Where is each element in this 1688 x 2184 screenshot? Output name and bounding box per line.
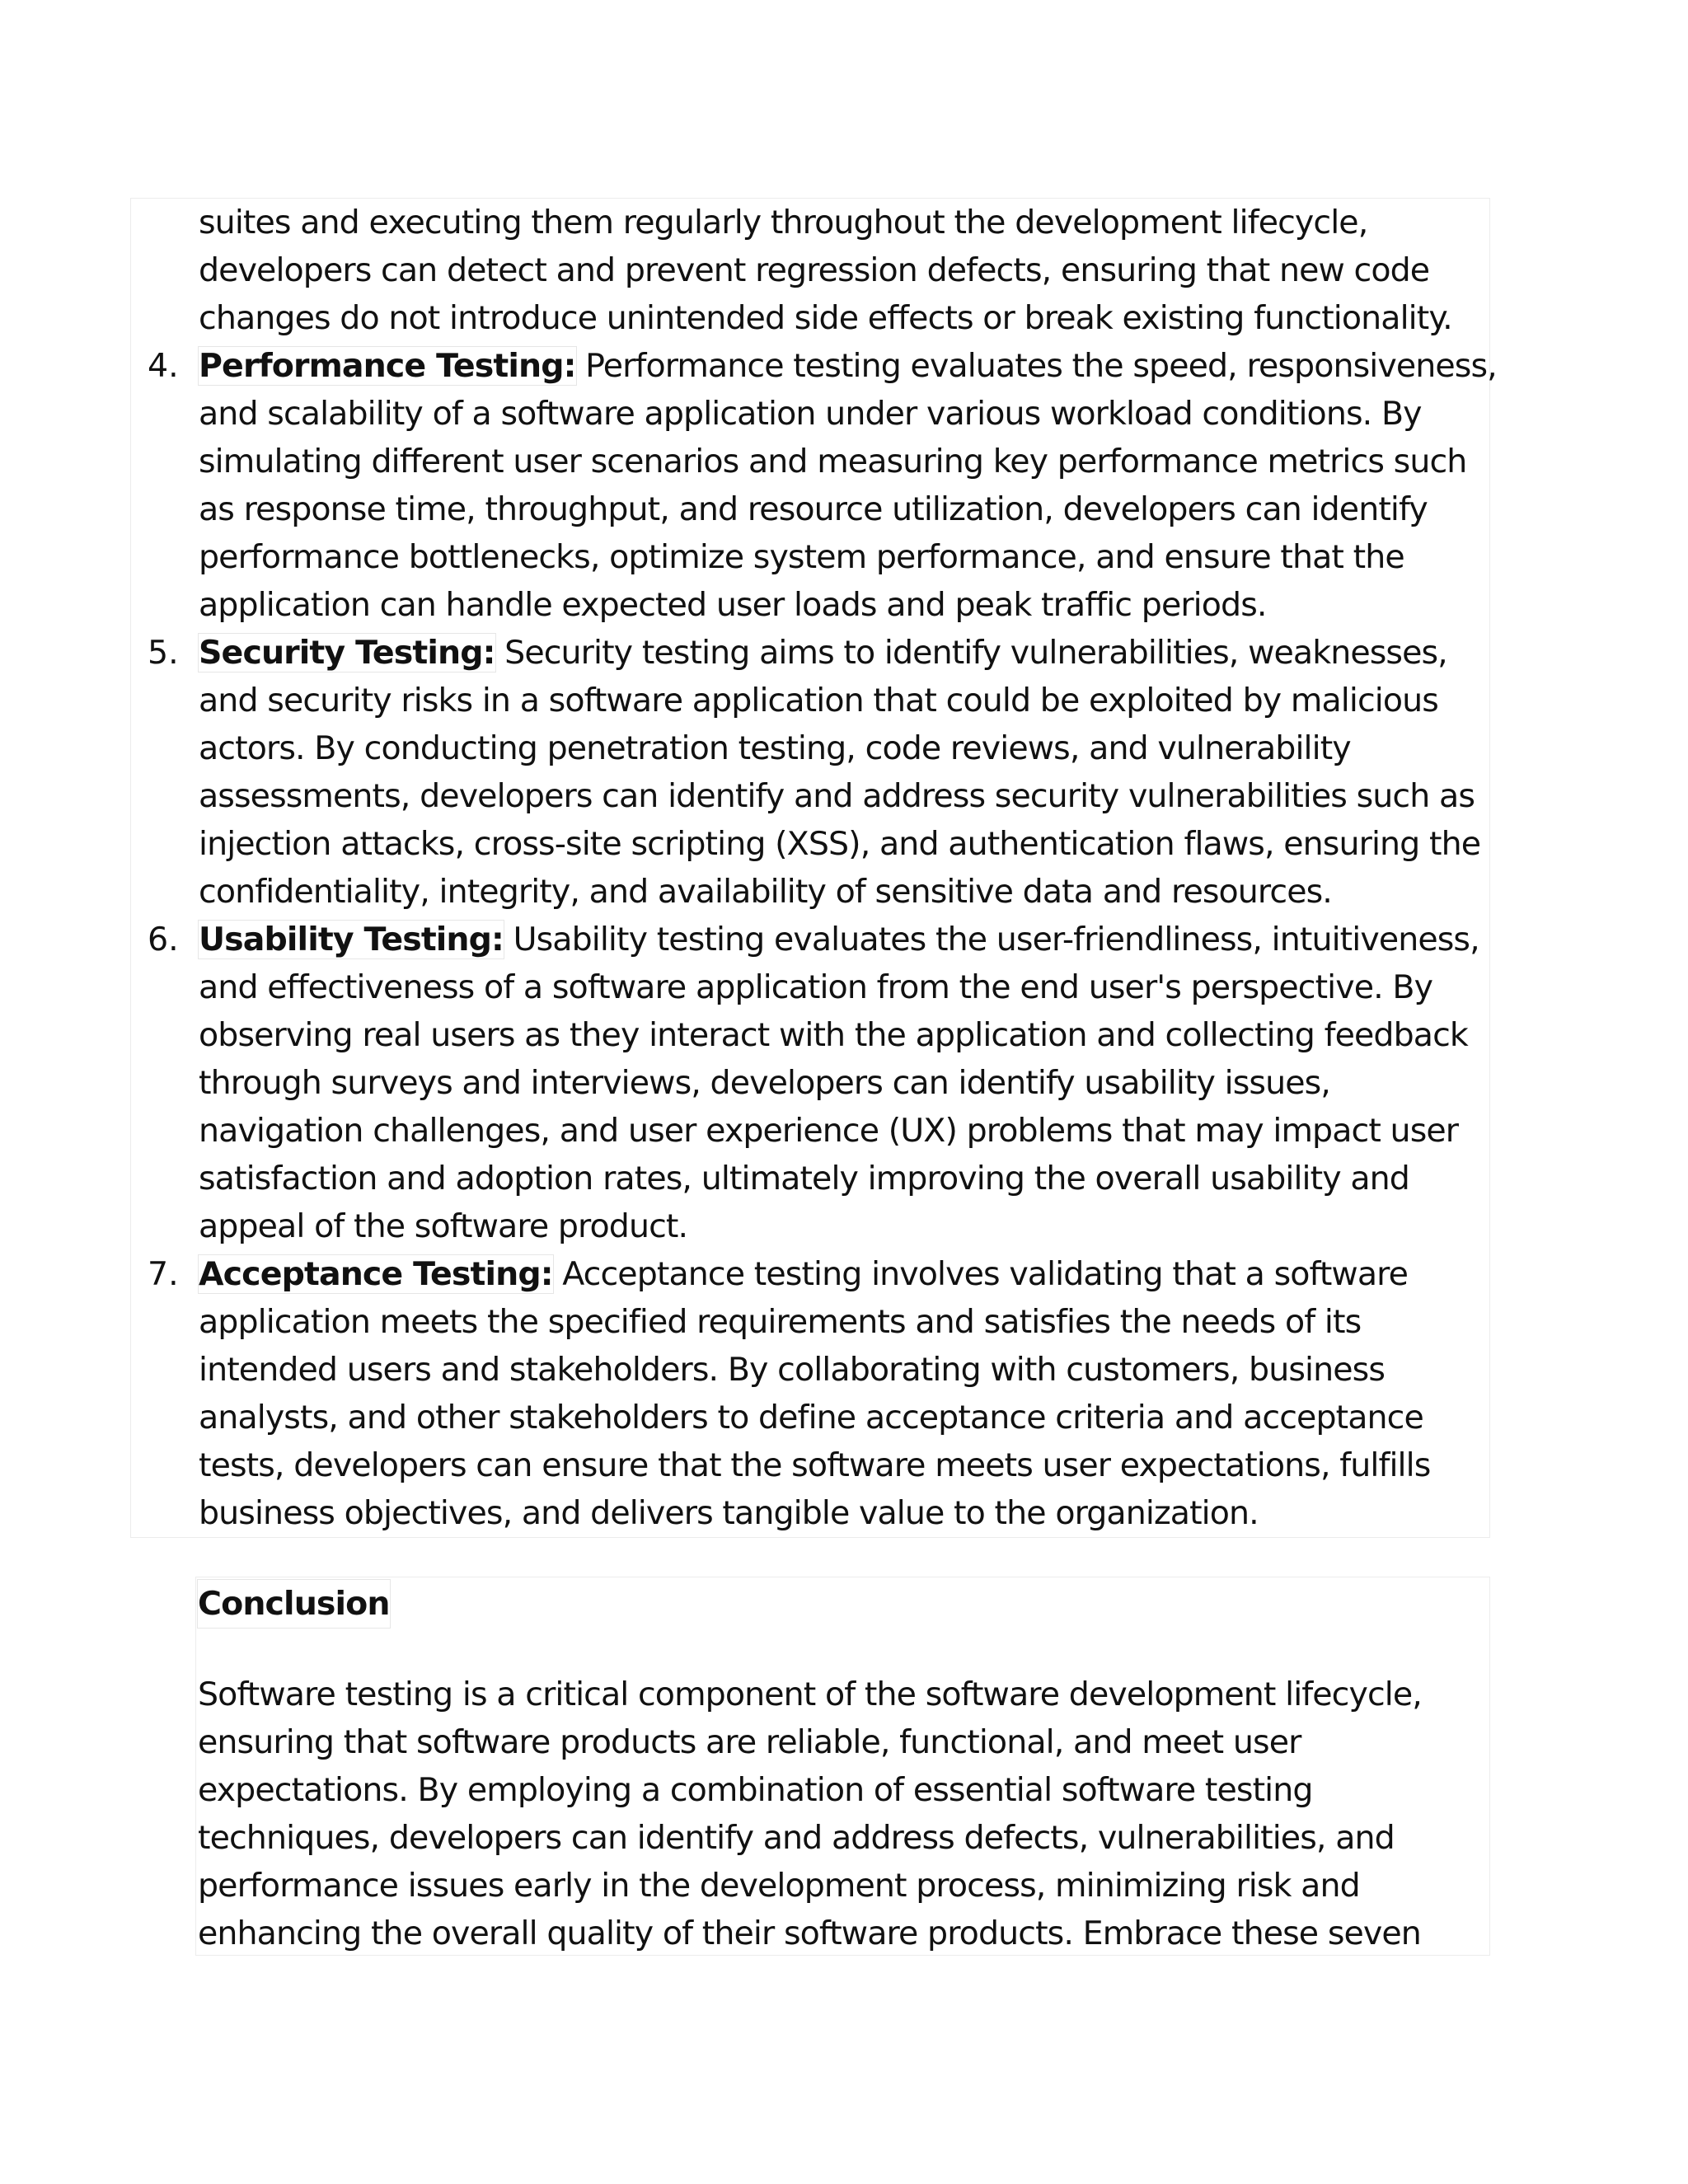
list-item-text: Acceptance testing involves validating that a software xyxy=(552,1255,1409,1293)
list-item-line: injection attacks, cross-site scripting (XSS), and authentication flaws, ensuring the xyxy=(199,825,1481,863)
list-item-first-line xyxy=(199,916,1479,963)
conclusion-line: techniques, developers can identify and address defects, vulnerabilities, and xyxy=(198,1819,1395,1857)
list-item-term: Acceptance Testing: xyxy=(199,1255,553,1293)
list-item-line: appeal of the software product. xyxy=(199,1207,688,1245)
list-item-line: navigation challenges, and user experience (UX) problems that may impact user xyxy=(199,1112,1459,1150)
list-item-line: performance bottlenecks, optimize system performance, and ensure that the xyxy=(199,538,1404,576)
conclusion-heading: Conclusion xyxy=(198,1580,390,1628)
list-item-line: through surveys and interviews, developers can identify usability issues, xyxy=(199,1064,1330,1102)
list-item-number: 6. xyxy=(148,921,179,958)
list-item-text: Usability testing evaluates the user-friendliness, intuitiveness, xyxy=(503,921,1479,958)
testing-techniques-list xyxy=(130,198,1497,1538)
list-item-line: business objectives, and delivers tangible value to the organization. xyxy=(199,1494,1259,1532)
list-item-line: application can handle expected user loads and peak traffic periods. xyxy=(199,586,1267,624)
list-item-line: and scalability of a software application under various workload conditions. By xyxy=(199,395,1422,433)
conclusion-line: enhancing the overall quality of their software products. Embrace these seven xyxy=(198,1915,1421,1952)
list-item-term: Usability Testing: xyxy=(199,921,504,958)
list-item-first-line xyxy=(199,342,1497,390)
list-continuation-line: changes do not introduce unintended side effects or break existing functionality. xyxy=(199,299,1452,337)
list-item-line: confidentiality, integrity, and availability of sensitive data and resources. xyxy=(199,873,1332,911)
list-item-first-line xyxy=(199,1250,1408,1298)
conclusion-line: expectations. By employing a combination of essential software testing xyxy=(198,1771,1313,1809)
list-continuation-line: developers can detect and prevent regression defects, ensuring that new code xyxy=(199,251,1430,289)
conclusion-line: performance issues early in the development process, minimizing risk and xyxy=(198,1867,1360,1905)
list-item-line: satisfaction and adoption rates, ultimately improving the overall usability and xyxy=(199,1160,1409,1197)
list-item-text: Security testing aims to identify vulnerabilities, weaknesses, xyxy=(495,634,1447,672)
list-item-number: 5. xyxy=(148,634,179,672)
list-item-line: observing real users as they interact with the application and collecting feedback xyxy=(199,1016,1468,1054)
list-item-term: Performance Testing: xyxy=(199,347,576,385)
list-item-line: and security risks in a software application that could be exploited by malicious xyxy=(199,682,1438,719)
list-item-line: actors. By conducting penetration testing, code reviews, and vulnerability xyxy=(199,729,1351,767)
list-item-line: and effectiveness of a software application from the end user's perspective. By xyxy=(199,968,1433,1006)
list-item-line: simulating different user scenarios and measuring key performance metrics such xyxy=(199,443,1467,480)
list-item-first-line xyxy=(199,629,1447,677)
list-item-number: 4. xyxy=(148,347,179,385)
conclusion-line: Software testing is a critical component of the software development lifecycle, xyxy=(198,1675,1422,1713)
conclusion-section xyxy=(195,1577,1490,1956)
list-continuation-line: suites and executing them regularly throughout the development lifecycle, xyxy=(199,204,1368,241)
list-item-line: application meets the specified requirements and satisfies the needs of its xyxy=(199,1303,1362,1341)
list-item-number: 7. xyxy=(148,1255,179,1293)
list-item-line: tests, developers can ensure that the software meets user expectations, fulfills xyxy=(199,1446,1431,1484)
list-item-line: as response time, throughput, and resource utilization, developers can identify xyxy=(199,490,1428,528)
list-item-line: assessments, developers can identify and address security vulnerabilities such as xyxy=(199,777,1475,815)
list-item-term: Security Testing: xyxy=(199,634,495,672)
conclusion-line: ensuring that software products are reliable, functional, and meet user xyxy=(198,1723,1301,1761)
list-item-line: analysts, and other stakeholders to define acceptance criteria and acceptance xyxy=(199,1399,1423,1436)
list-item-line: intended users and stakeholders. By collaborating with customers, business xyxy=(199,1351,1386,1389)
list-item-text: Performance testing evaluates the speed, responsiveness, xyxy=(575,347,1497,385)
